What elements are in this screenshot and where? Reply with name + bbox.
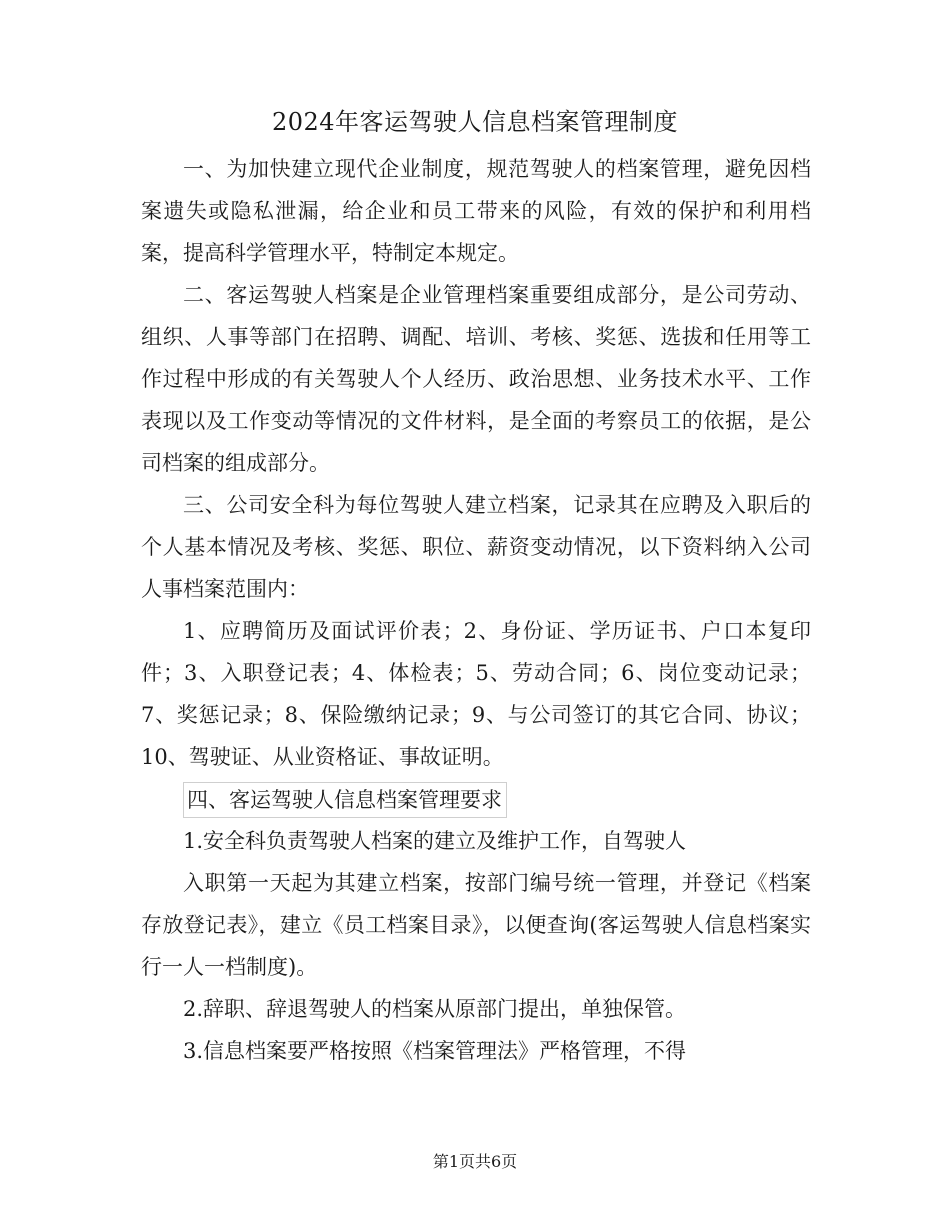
section-heading: 四、客运驾驶人信息档案管理要求 xyxy=(183,782,507,818)
requirement-3: 3.信息档案要严格按照《档案管理法》严格管理，不得 xyxy=(183,1039,687,1063)
paragraph-1: 一、为加快建立现代企业制度，规范驾驶人的档案管理，避免因档案遗失或隐私泄漏，给企业和员工带来的风险，有效的保护和利用档案，提高科学管理水平，特制定本规定。 xyxy=(141,157,811,265)
document-title: 2024年客运驾驶人信息档案管理制度 xyxy=(271,108,679,136)
page-indicator: 第1页共6页 xyxy=(432,1152,518,1171)
requirement-1-continued: 入职第一天起为其建立档案，按部门编号统一管理，并登记《档案存放登记表》，建立《员工档案目录》，以便查询(客运驾驶人信息档案实行一人一档制度)。 xyxy=(141,871,811,979)
paragraph-4: 1、应聘简历及面试评价表；2、身份证、学历证书、户口本复印件；3、入职登记表；4、体检表；5、劳动合同；6、岗位变动记录；7、奖惩记录；8、保险缴纳记录；9、与公司签订的其它合同、协议；10、驾驶证、从业资格证、事故证明。 xyxy=(141,619,811,769)
section-heading-row xyxy=(141,778,811,820)
requirement-2: 2.辞职、辞退驾驶人的档案从原部门提出，单独保管。 xyxy=(183,997,687,1021)
paragraph-2: 二、客运驾驶人档案是企业管理档案重要组成部分，是公司劳动、组织、人事等部门在招聘、调配、培训、考核、奖惩、选拔和任用等工作过程中形成的有关驾驶人个人经历、政治思想、业务技术水平、工作表现以及工作变动等情况的文件材料，是全面的考察员工的依据，是公司档案的组成部分。 xyxy=(141,283,811,475)
paragraph-3: 三、公司安全科为每位驾驶人建立档案，记录其在应聘及入职后的个人基本情况及考核、奖惩、职位、薪资变动情况，以下资料纳入公司人事档案范围内： xyxy=(141,493,811,601)
document-body xyxy=(141,148,811,1072)
requirement-1: 1.安全科负责驾驶人档案的建立及维护工作，自驾驶人 xyxy=(183,829,687,853)
